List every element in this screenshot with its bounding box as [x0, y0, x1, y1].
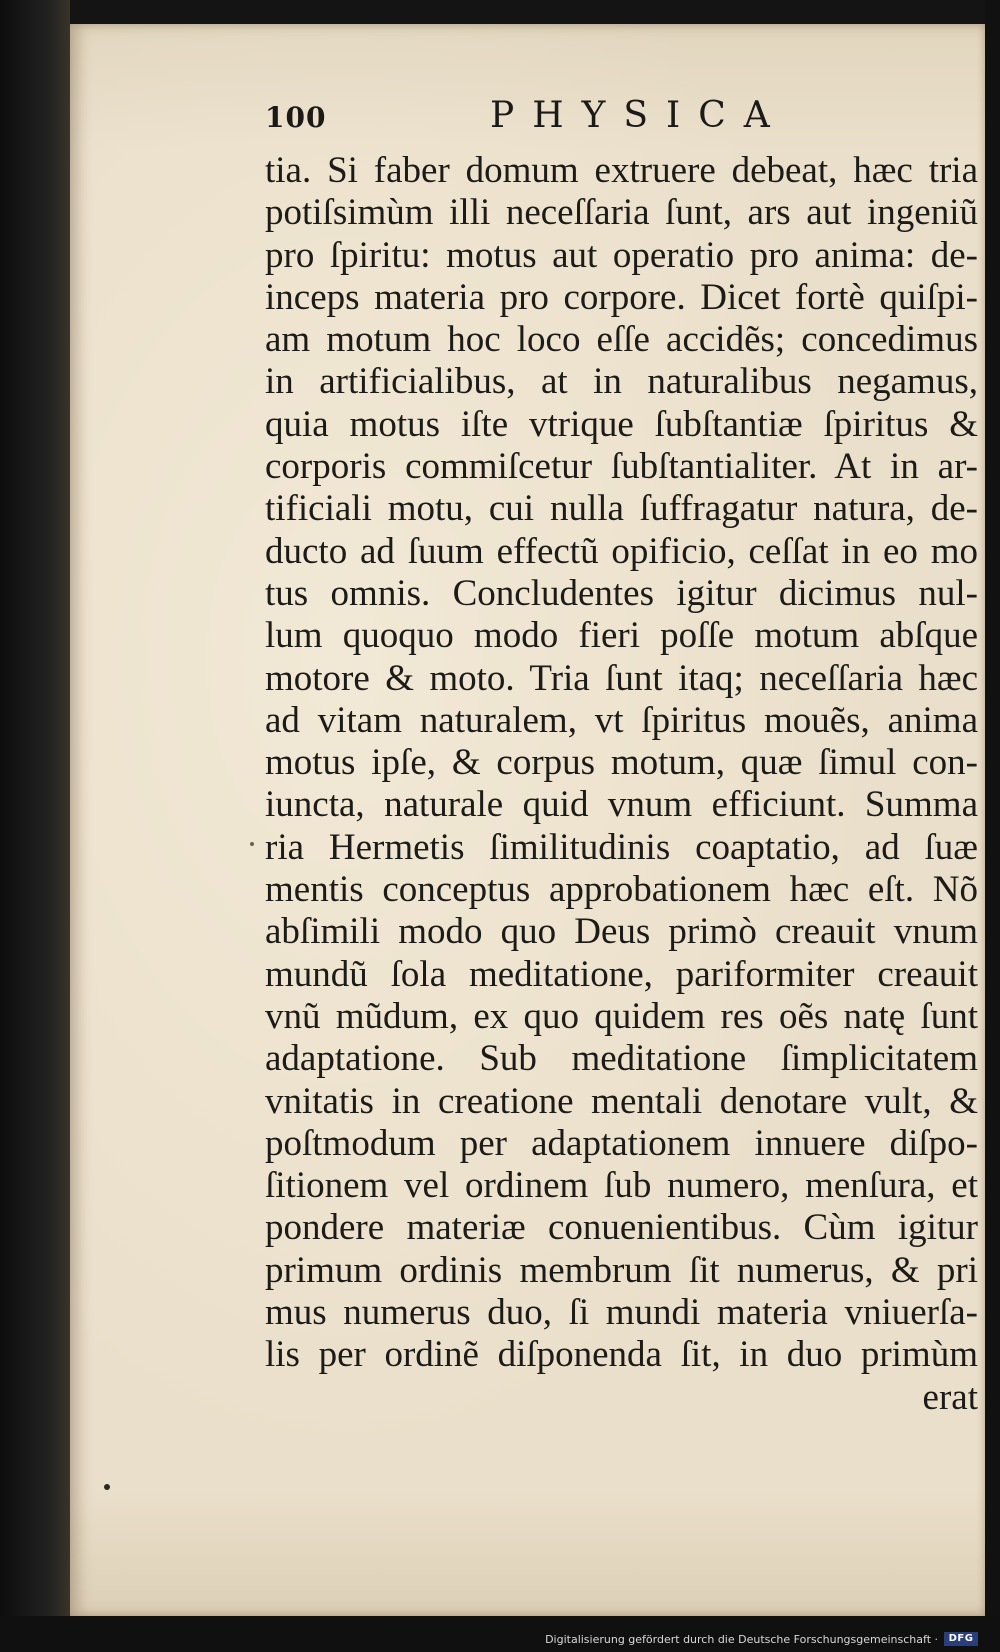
text-line: pondere materiæ conuenientibus. Cùm igitur: [265, 1207, 978, 1249]
text-line: iuncta, naturale quid vnum efficiunt. Summa: [265, 784, 978, 826]
binding-shadow: [0, 0, 70, 1652]
scan-edge: [985, 0, 1000, 1652]
catchword: erat: [922, 1376, 978, 1418]
text-line: mentis conceptus approbationem hæc eſt. Nõ: [265, 869, 978, 911]
digitization-credit: Digitalisierung gefördert durch die Deutsche Forschungsgemeinschaft ·: [545, 1633, 938, 1646]
dfg-logo: DFG: [944, 1632, 978, 1646]
text-line: potiſsimùm illi neceſſaria ſunt, ars aut ingeniũ: [265, 192, 978, 234]
text-line: mus numerus duo, ſi mundi materia vniuerſa-: [265, 1292, 978, 1334]
text-line: abſimili modo quo Deus primò creauit vnum: [265, 911, 978, 953]
text-line: motus ipſe, & corpus motum, quæ ſimul con-: [265, 742, 978, 784]
text-line: quia motus iſte vtrique ſubſtantiæ ſpiritus &: [265, 403, 978, 445]
text-line: ducto ad ſuum effectũ opificio, ceſſat in eo mo: [265, 530, 978, 572]
text-line: tus omnis. Concludentes igitur dicimus nul-: [265, 572, 978, 614]
text-line: lis per ordinẽ diſponenda ſit, in duo primùm: [265, 1334, 978, 1376]
text-line: corporis commiſcetur ſubſtantialiter. At in ar-: [265, 446, 978, 488]
text-line: poſtmodum per adaptationem innuere diſpo-: [265, 1122, 978, 1164]
page-header: [265, 95, 825, 145]
ink-speck: [104, 1484, 110, 1490]
text-line: inceps materia pro corpore. Dicet fortè quiſpi-: [265, 276, 978, 318]
text-line: ſitionem vel ordinem ſub numero, menſura, et: [265, 1165, 978, 1207]
text-line: tia. Si faber domum extruere debeat, hæc tria: [265, 150, 978, 191]
text-line: am motum hoc loco eſſe accidẽs; concedimus: [265, 319, 978, 361]
text-line: vnitatis in creatione mentali denotare vult, &: [265, 1080, 978, 1122]
text-line: adaptatione. Sub meditatione ſimplicitatem: [265, 1038, 978, 1080]
margin-mark: [250, 842, 254, 846]
text-line: lum quoquo modo fieri poſſe motum abſque: [265, 615, 978, 657]
text-line: primum ordinis membrum ſit numerus, & pri: [265, 1249, 978, 1291]
text-line: vnũ mũdum, ex quo quidem res oẽs natę ſunt: [265, 995, 978, 1037]
text-line: motore & moto. Tria ſunt itaq; neceſſaria hæc: [265, 657, 978, 699]
text-line: mundũ ſola meditatione, pariformiter creauit: [265, 953, 978, 995]
page-number: 100: [265, 101, 327, 134]
text-line: ria Hermetis ſimilitudinis coaptatio, ad ſuæ: [265, 826, 978, 868]
text-line: ad vitam naturalem, vt ſpiritus mouẽs, anima: [265, 699, 978, 741]
running-head: PHYSICA: [490, 95, 788, 136]
text-line: tificiali motu, cui nulla ſuffragatur natura, de-: [265, 488, 978, 530]
text-line: in artificialibus, at in naturalibus negamus,: [265, 361, 978, 403]
body-text: [265, 150, 978, 1419]
text-line: pro ſpiritu: motus aut operatio pro anima: de-: [265, 234, 978, 276]
